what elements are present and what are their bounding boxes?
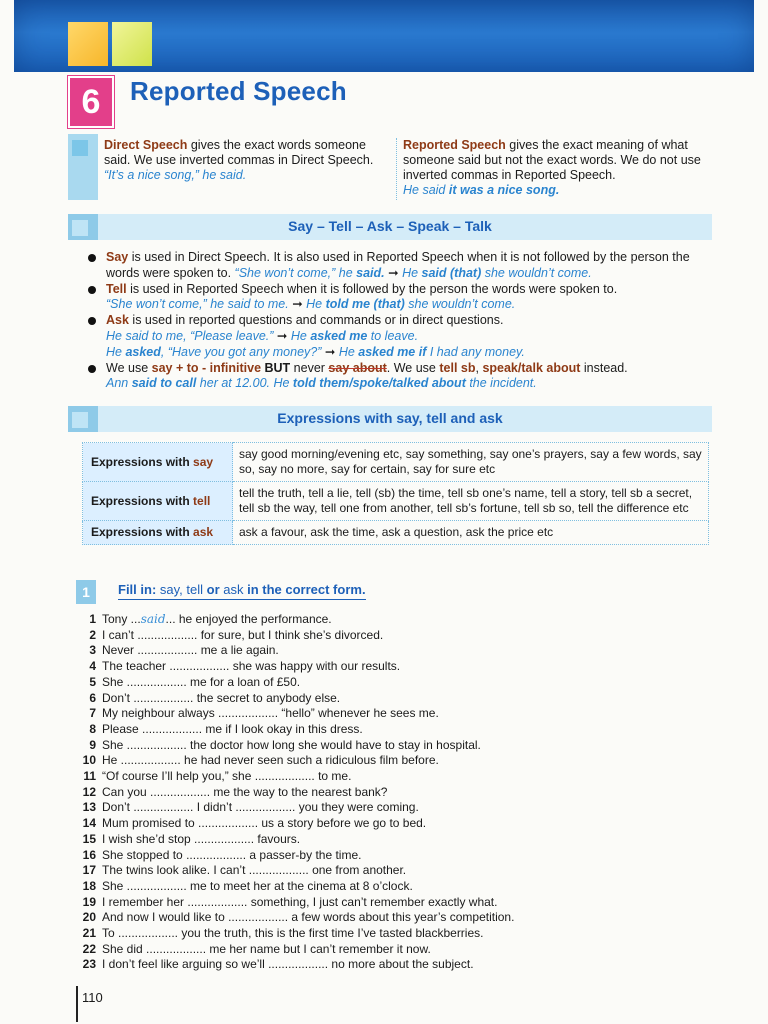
rule-example-bold: said to call xyxy=(131,376,197,391)
item-text: Never .................. me a lie again. xyxy=(102,643,279,658)
arrow-icon: ➞ xyxy=(273,328,291,343)
arrow-icon: ➞ xyxy=(321,344,339,359)
item-number: 13 xyxy=(82,800,96,815)
list-item xyxy=(82,706,642,722)
rule-example-bold: asked me if xyxy=(358,344,427,359)
unit-number: 6 xyxy=(68,76,114,128)
item-text: The twins look alike. I can’t .................. one from another. xyxy=(102,863,407,878)
item-text: Please .................. me if I look okay in this dress. xyxy=(102,721,363,736)
rule-text-bold: BUT xyxy=(261,360,291,375)
rule-example: Ann xyxy=(106,376,132,391)
item-text: She .................. me for a loan of £50. xyxy=(102,674,301,689)
rule-example: to leave. xyxy=(367,328,419,343)
rule-example: “She won’t come,” he said to me. xyxy=(106,297,289,312)
item-text: I wish she’d stop .................. favours. xyxy=(102,831,301,846)
direct-speech-text: gives the exact words someone said. We use inverted commas in Direct Speech. xyxy=(104,138,374,167)
rule-example-bold: told me (that) xyxy=(325,297,405,312)
rule-example: her at 12.00. He xyxy=(196,376,293,391)
rule-example-bold: asked xyxy=(125,344,161,359)
table-row xyxy=(83,482,709,521)
item-text: Don’t .................. the secret to anybody else. xyxy=(102,690,341,705)
exercise-title xyxy=(118,582,366,600)
item-text: She .................. me to meet her at the cinema at 8 o’clock. xyxy=(102,878,413,893)
rule-example: the incident. xyxy=(465,376,537,391)
list-item xyxy=(82,659,642,675)
item-text: I can’t .................. for sure, but I think she’s divorced. xyxy=(102,627,384,642)
item-number: 3 xyxy=(89,643,96,658)
item-number: 23 xyxy=(82,957,96,972)
list-item xyxy=(82,910,642,926)
rule-text: is used in Reported Speech when it is followed by the person the words were spoken to. xyxy=(126,281,618,296)
list-item xyxy=(82,722,642,738)
decor-square-green xyxy=(112,22,152,66)
rule-example: He xyxy=(402,265,422,280)
item-text: ... he enjoyed the performance. xyxy=(165,612,332,626)
item-text: “Of course I’ll help you,” she .................. to me. xyxy=(102,769,352,784)
list-item xyxy=(82,753,642,769)
item-text: I remember her .................. something, I just can’t remember exactly what. xyxy=(102,894,498,909)
item-number: 8 xyxy=(89,721,96,736)
item-answer[interactable]: said xyxy=(140,612,166,626)
item-text: She .................. the doctor how long she would have to stay in hospital. xyxy=(102,737,481,752)
rule-keyword: Say xyxy=(106,250,129,264)
rule-example: she wouldn’t come. xyxy=(404,297,516,312)
item-number: 22 xyxy=(82,941,96,956)
item-number: 14 xyxy=(82,816,96,831)
exercise-title-part: Fill in: xyxy=(118,582,157,597)
item-number: 20 xyxy=(82,910,96,925)
direct-speech-definition xyxy=(104,138,392,183)
list-item xyxy=(82,848,642,864)
row-content: tell the truth, tell a lie, tell (sb) the time, tell sb one’s name, tell a story, tell sb a secret, tell sb the way, tell one from another, tell sb’s fortune, tell sb so, tell the difference etc xyxy=(233,482,709,521)
rule-example-bold: said (that) xyxy=(421,265,482,280)
row-header-keyword: say xyxy=(193,454,214,469)
list-item xyxy=(82,769,642,785)
term-direct-speech: Direct Speech xyxy=(104,138,188,152)
list-item xyxy=(82,675,642,691)
list-item xyxy=(82,879,642,895)
bullet-icon xyxy=(88,317,96,325)
item-number: 16 xyxy=(82,847,96,862)
exercise-title-part: ask xyxy=(219,582,248,597)
row-header-label: Expressions with xyxy=(91,525,194,539)
rule-say xyxy=(88,250,698,282)
list-item xyxy=(82,863,642,879)
item-number: 17 xyxy=(82,863,96,878)
bullet-icon xyxy=(88,286,96,294)
list-item xyxy=(82,643,642,659)
rule-tell xyxy=(88,282,698,314)
rule-text: . We use xyxy=(386,360,440,375)
rule-text: , xyxy=(475,360,483,375)
rule-example: “She won’t come,” he xyxy=(234,265,357,280)
exercise-title-part: or xyxy=(206,582,220,597)
item-number: 18 xyxy=(82,878,96,893)
rule-example: He xyxy=(306,297,326,312)
item-number: 15 xyxy=(82,831,96,846)
decor-square-orange xyxy=(68,22,108,66)
section-title: Say – Tell – Ask – Speak – Talk xyxy=(288,218,492,234)
list-item xyxy=(82,832,642,848)
expressions-table xyxy=(82,442,709,545)
item-text: Can you .................. me the way to the nearest bank? xyxy=(102,784,388,799)
rule-ask xyxy=(88,313,698,360)
rule-keyword: speak/talk about xyxy=(482,360,581,375)
list-item xyxy=(82,785,642,801)
item-number: 9 xyxy=(89,737,96,752)
item-number: 7 xyxy=(89,706,96,721)
item-text: Don’t .................. I didn’t .................. you they were coming. xyxy=(102,800,419,815)
row-header-label: Expressions with xyxy=(91,454,194,469)
intro-box xyxy=(104,132,716,200)
row-header xyxy=(83,482,233,521)
arrow-icon: ➞ xyxy=(288,297,307,312)
item-text: Tony ... xyxy=(102,612,141,626)
row-header xyxy=(83,521,233,545)
term-reported-speech: Reported Speech xyxy=(403,138,506,152)
side-tab-intro xyxy=(68,134,98,200)
rule-text: We use xyxy=(106,360,152,375)
rule-example: she wouldn’t come. xyxy=(481,265,592,280)
reported-speech-example: He said xyxy=(403,183,449,197)
page-title: Reported Speech xyxy=(130,76,347,106)
item-text: The teacher .................. she was happy with our results. xyxy=(102,659,401,674)
rule-example: He xyxy=(338,344,359,359)
rule-text: instead. xyxy=(580,360,628,375)
rule-example-bold: told them/spoke/talked about xyxy=(292,376,466,391)
rules-list xyxy=(88,250,698,392)
rule-text: never xyxy=(290,360,329,375)
bullet-icon xyxy=(88,365,96,373)
item-number: 19 xyxy=(82,894,96,909)
item-text: He .................. he had never seen such a ridiculous film before. xyxy=(102,753,439,768)
exercise-number: 1 xyxy=(76,580,96,604)
exercise-items xyxy=(82,612,642,973)
table-row xyxy=(83,443,709,482)
reported-speech-definition xyxy=(396,138,715,200)
row-content: say good morning/evening etc, say something, say one’s prayers, say a few words, say so, say no more, say for certain, say for sure etc xyxy=(233,443,709,482)
rule-example: He xyxy=(106,344,126,359)
item-number: 10 xyxy=(82,753,96,768)
direct-speech-example: “It’s a nice song,” he said. xyxy=(104,168,247,182)
list-item xyxy=(82,628,642,644)
section-header-expressions xyxy=(68,406,712,432)
rule-text: is used in Direct Speech. It is also used in Reported Speech when it is not followed by the person the words were spoken to. xyxy=(106,250,690,280)
exercise-title-part: in the correct form. xyxy=(247,582,366,597)
rule-example: He said to me, “Please leave.” xyxy=(106,328,274,343)
list-item xyxy=(82,800,642,816)
list-item xyxy=(82,957,642,973)
row-content: ask a favour, ask the time, ask a question, ask the price etc xyxy=(233,521,709,545)
item-text: I don’t feel like arguing so we’ll .................. no more about the subject. xyxy=(102,957,474,972)
item-text: To .................. you the truth, this is the first time I’ve tasted blackberries. xyxy=(102,926,484,941)
table-row xyxy=(83,521,709,545)
exercise-title-part: say, tell xyxy=(156,582,207,597)
arrow-icon: ➞ xyxy=(384,265,403,280)
section-header-say-tell xyxy=(68,214,712,240)
list-item xyxy=(82,926,642,942)
row-header-label: Expressions with xyxy=(91,493,194,508)
rule-strikethrough: say about xyxy=(328,360,387,375)
item-number: 2 xyxy=(89,627,96,642)
rule-example-bold: said. xyxy=(356,265,385,280)
reported-speech-example-bold: it was a nice song. xyxy=(448,183,560,197)
bullet-icon xyxy=(88,254,96,262)
item-text: Mum promised to .................. us a story before we go to bed. xyxy=(102,816,427,831)
item-number: 21 xyxy=(82,926,96,941)
rule-example-bold: asked me xyxy=(310,328,368,343)
rule-example: He xyxy=(290,328,311,343)
list-item xyxy=(82,691,642,707)
item-text: My neighbour always .................. “hello” whenever he sees me. xyxy=(102,706,439,721)
rule-keyword: say + to - infinitive xyxy=(151,360,262,375)
rule-keyword: Tell xyxy=(106,281,127,296)
item-number: 6 xyxy=(89,690,96,705)
list-item xyxy=(82,816,642,832)
item-text: She did .................. me her name but I can’t remember it now. xyxy=(102,941,431,956)
rule-keyword: tell sb xyxy=(439,360,476,375)
rule-keyword: Ask xyxy=(106,313,129,328)
item-text: And now I would like to .................. a few words about this year’s competition. xyxy=(102,910,515,925)
item-number: 4 xyxy=(89,659,96,674)
row-header xyxy=(83,443,233,482)
item-number: 5 xyxy=(89,674,96,689)
row-header-keyword: tell xyxy=(193,493,211,508)
item-text: She stopped to .................. a passer-by the time. xyxy=(102,847,362,862)
item-number: 11 xyxy=(83,769,96,784)
item-number: 1 xyxy=(89,612,96,626)
section-title: Expressions with say, tell and ask xyxy=(277,410,503,426)
reported-speech-text: gives the exact meaning of what someone said but not the exact words. We do not use inverted commas in Reported Speech. xyxy=(403,138,701,182)
exercise-header xyxy=(76,580,376,606)
list-item xyxy=(82,942,642,958)
list-item xyxy=(82,612,642,628)
item-number: 12 xyxy=(82,784,96,799)
page-divider xyxy=(76,986,78,1022)
list-item xyxy=(82,738,642,754)
rule-example: I had any money. xyxy=(426,344,525,359)
page-number: 110 xyxy=(82,990,103,1005)
list-item xyxy=(82,895,642,911)
row-header-keyword: ask xyxy=(193,525,214,539)
rule-example: , “Have you got any money?” xyxy=(160,344,322,359)
rule-text: is used in reported questions and commands or in direct questions. xyxy=(128,313,504,328)
rule-we-use xyxy=(88,361,698,393)
